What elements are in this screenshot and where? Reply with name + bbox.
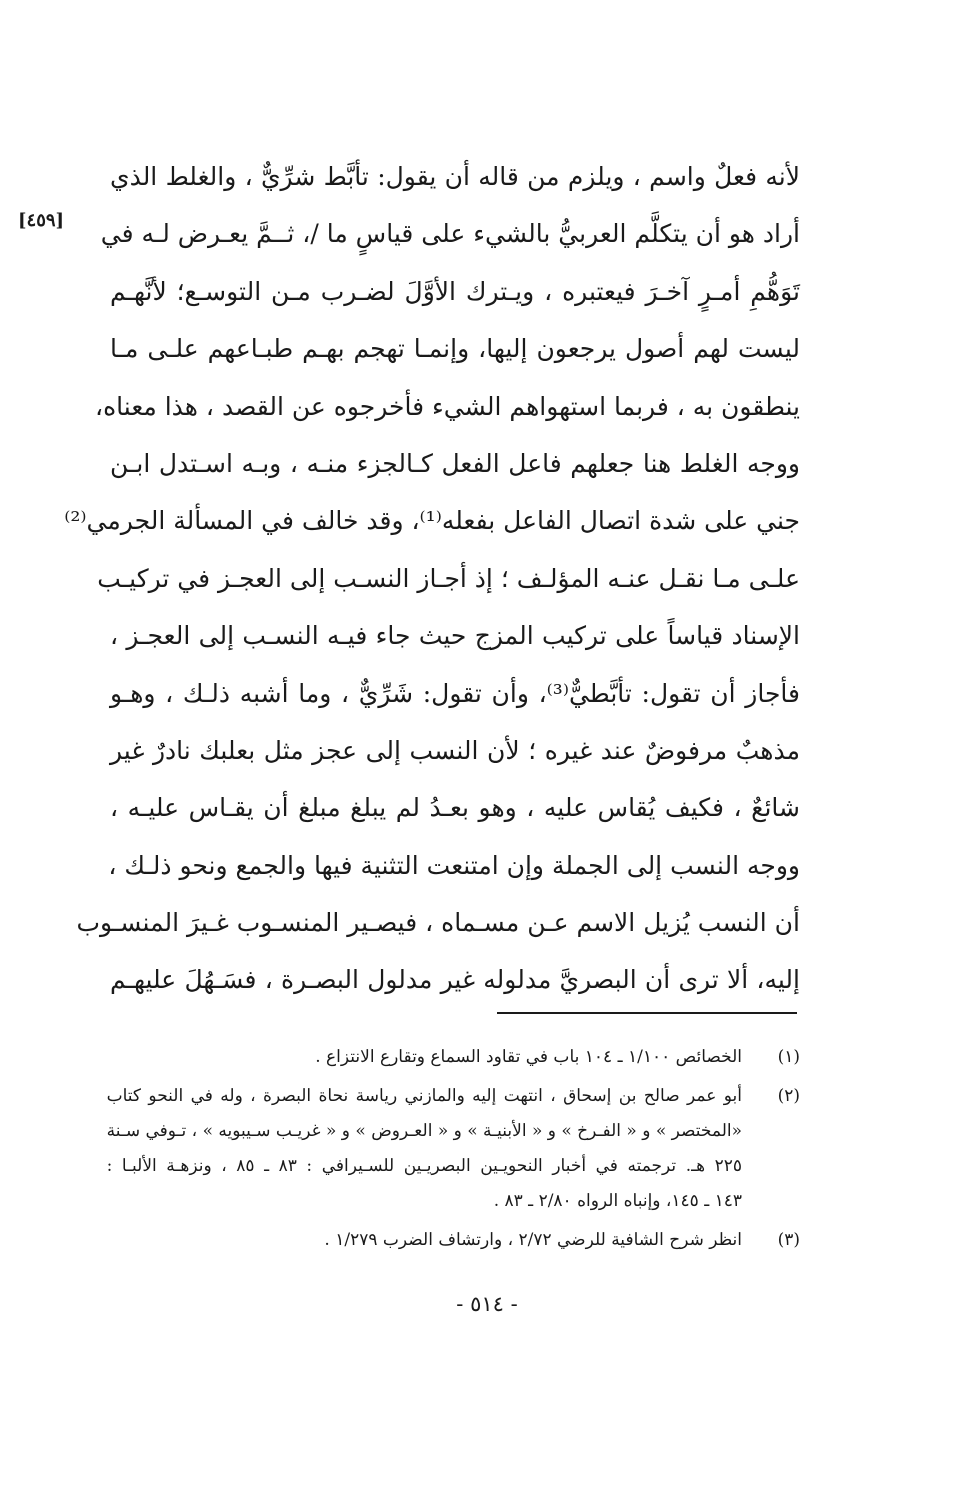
footnote-1: [112, 1040, 800, 1075]
footnote-body: [107, 1079, 742, 1219]
footnote-number: (٣): [777, 1230, 800, 1250]
footnote-line: «المختصر » و « الفـرخ » و « الأبنيـة » و « العـروض » و « غريـب سـيبويه » ، تـوفي سـنة: [106, 1121, 742, 1141]
footnote-3: [112, 1223, 800, 1258]
text-line: أن النسب يُزيل الاسم عـن مسـماه ، فيصـير المنسـوب غـيرَ المنسـوب: [76, 908, 800, 938]
text-line: ليست لهم أصول يرجعون إليها، وإنمـا تهجم بهـم طبـاعهم علـى مـا: [110, 334, 800, 364]
text-line: تَوَهُّمِ أمـرٍ آخـرَ فيعتبره ، ويـترك الأوَّلَ لضـرب مـن التوسـع؛ لأنَّهـم: [110, 276, 800, 306]
text-line: لأنه فعلٌ واسم ، ويلزم من قاله أن يقول: تأبَّط شرِّيٌّ ، والغلط الذي: [110, 162, 800, 191]
footnote-line: ١٤٣ ـ ١٤٥، وإنباه الرواه ٢/٨٠ ـ ٨٣ .: [493, 1191, 742, 1211]
footnote-line: انظر شرح الشافية للرضي ٢/٧٢ ، وارتشاف الضرب ١/٢٧٩ .: [324, 1230, 742, 1250]
page-number: - ٥١٤ -: [456, 1292, 518, 1316]
footnote-line: الخصائص ١/١٠٠ ـ ١٠٤ باب في تقاود السماع وتقارع الانتزاع .: [315, 1047, 742, 1067]
footnote-body: [112, 1040, 742, 1075]
text-line: ووجه النسب إلى الجملة وإن امتنعت التثنية فيها والجمع ونحو ذلـك ،: [108, 850, 800, 880]
footnote-number: (٢): [777, 1086, 800, 1106]
text-line: شائعٌ ، فكيف يُقاس عليه ، وهو بعـدُ لم يبلغ مبلغ أن يقـاس عليـه ،: [110, 793, 800, 823]
footnote-line: أبو عمر صالح بن إسحاق ، انتهت إليه والمازني رياسة نحاة البصرة ، وله في النحو كتاب: [106, 1086, 742, 1106]
manuscript-folio-reference: [٤٥٩]: [18, 210, 65, 231]
footnote-body: [112, 1223, 742, 1258]
text-line: إليه، ألا ترى أن البصريَّ مدلوله غير مدلول البصـرة ، فسَـهُلَ عليهـم: [110, 965, 800, 995]
footnote-number: (١): [777, 1047, 800, 1067]
text-line: جني على شدة اتصال الفاعل بفعله⁽¹⁾، وقد خالف في المسألة الجرمي⁽²⁾: [64, 506, 800, 536]
text-line: أراد هو أن يتكلَّم العربيُّ بالشيء على قياسٍ ما /، ثــمَّ يعـرض لـه في: [100, 219, 800, 249]
text-line: مذهبٌ مرفوضٌ عند غيره ؛ لأن النسب إلى عجز مثل بعلبك نادرٌ غير: [110, 735, 800, 765]
text-line: فأجاز أن تقول: تأبَّطيٌّ⁽³⁾، وأن تقول: شَرِّيٌّ ، وما أشبه ذلـك ، وهـو: [110, 678, 800, 708]
main-text-block: [64, 148, 800, 1009]
footnote-line: ٢٢٥ هـ. ترجمته في أخبار النحويـين البصريـين للسـيرافي : ٨٣ ـ ٨٥ ، ونزهـة الألبـا :: [106, 1156, 742, 1176]
text-line: علـى مـا نقـل عنـه المؤلـف ؛ إذ أجـاز النسـب إلى العجـز في تركيـب: [97, 563, 800, 593]
text-line: الإسناد قياساً على تركيب المزج حيث جاء فيـه النسـب إلى العجـز ،: [110, 621, 800, 651]
text-line: ينطقون به ، فربما استهواهم الشيء فأخرجوه عن القصد ، هذا معناه،: [95, 391, 800, 421]
text-line: ووجه الغلط هنا جعلهم فاعل الفعل كـالجزء منـه ، وبـه اسـتدل ابـن: [110, 448, 800, 478]
footnotes-section: [106, 1040, 800, 1262]
footnote-separator: [497, 1012, 797, 1014]
footnote-2: [106, 1079, 800, 1219]
